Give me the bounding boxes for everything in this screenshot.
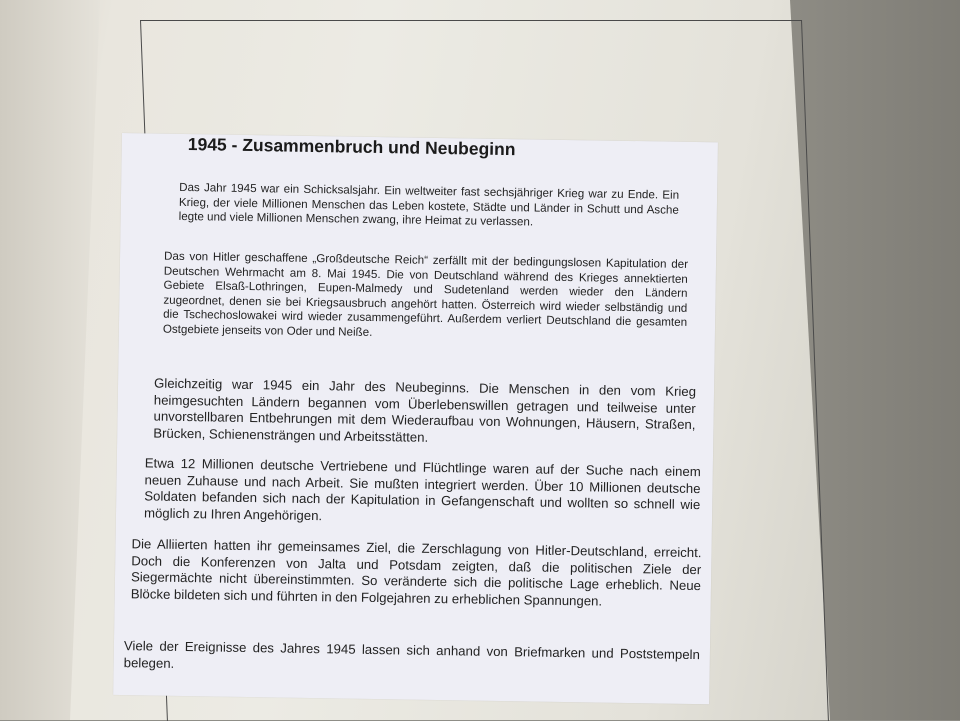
paragraph-3: Gleichzeitig war 1945 ein Jahr des Neubeginns. Die Menschen in den vom Krieg heimgesuchten Ländern begannen vom Überlebenswillen getragen und teilweise unter unvorstellbaren Entbehrungen mit dem Wiederaufbau von Wohnungen, Häusern, Straßen, Brücken, Schienensträngen und Arbeitsstätten. [153,375,697,445]
paragraph-1: Das Jahr 1945 war ein Schicksalsjahr. Ein weltweiter fast sechsjähriger Krieg war zu Ende. Ein Krieg, der viele Millionen Menschen das Leben kostete, Städte und Länder in Schutt und Asche legte und viele Millionen Menschen zwang, ihre Heimat zu verlassen. [178,180,680,229]
paragraph-2: Das von Hitler geschaffene „Großdeutsche Reich“ zerfällt mit der bedingungslosen Kapitulation der Deutschen Wehrmacht am 8. Mai 1945. Die von Deutschland während des Krieges annektierten Gebiete Elsaß-Lothringen, Eupen-Malmedy und Sudetenland werden wieder den Ländern zugeordnet, denen sie bei Kriegsausbruch angehört hatten. Österreich wird wieder selbständig und die Tschechoslowakei wird wieder zusammengeführt. Außerdem verliert Deutschland die gesamten Ostgebiete jenseits von Oder und Neiße. [162,249,689,339]
page-title: 1945 - Zusammenbruch und Neubeginn [187,134,516,160]
text-sheet [113,133,718,704]
paragraph-5: Die Alliierten hatten ihr gemeinsames Ziel, die Zerschlagung von Hitler-Deutschland, erreicht. Doch die Konferenzen von Jalta und Potsdam zeigten, daß die politischen Ziele der Siegermächte nicht übereinstimmten. So veränderte sich die politische Lage erheblich. Neue Blöcke bildeten sich und führten in den Folgejahren zu erheblichen Spannungen. [130,536,702,609]
paragraph-6: Viele der Ereignisse des Jahres 1945 lassen sich anhand von Briefmarken und Poststempeln belegen. [123,638,700,671]
paragraph-4: Etwa 12 Millionen deutsche Vertriebene und Flüchtlinge waren auf der Suche nach einem neuen Zuhause und nach Arbeit. Sie mußten integriert werden. Über 10 Millionen deutsche Soldaten befanden sich nach der Kapitulation in Gefangenschaft und wollten so schnell wie möglich zu Ihren Angehörigen. [143,455,701,523]
